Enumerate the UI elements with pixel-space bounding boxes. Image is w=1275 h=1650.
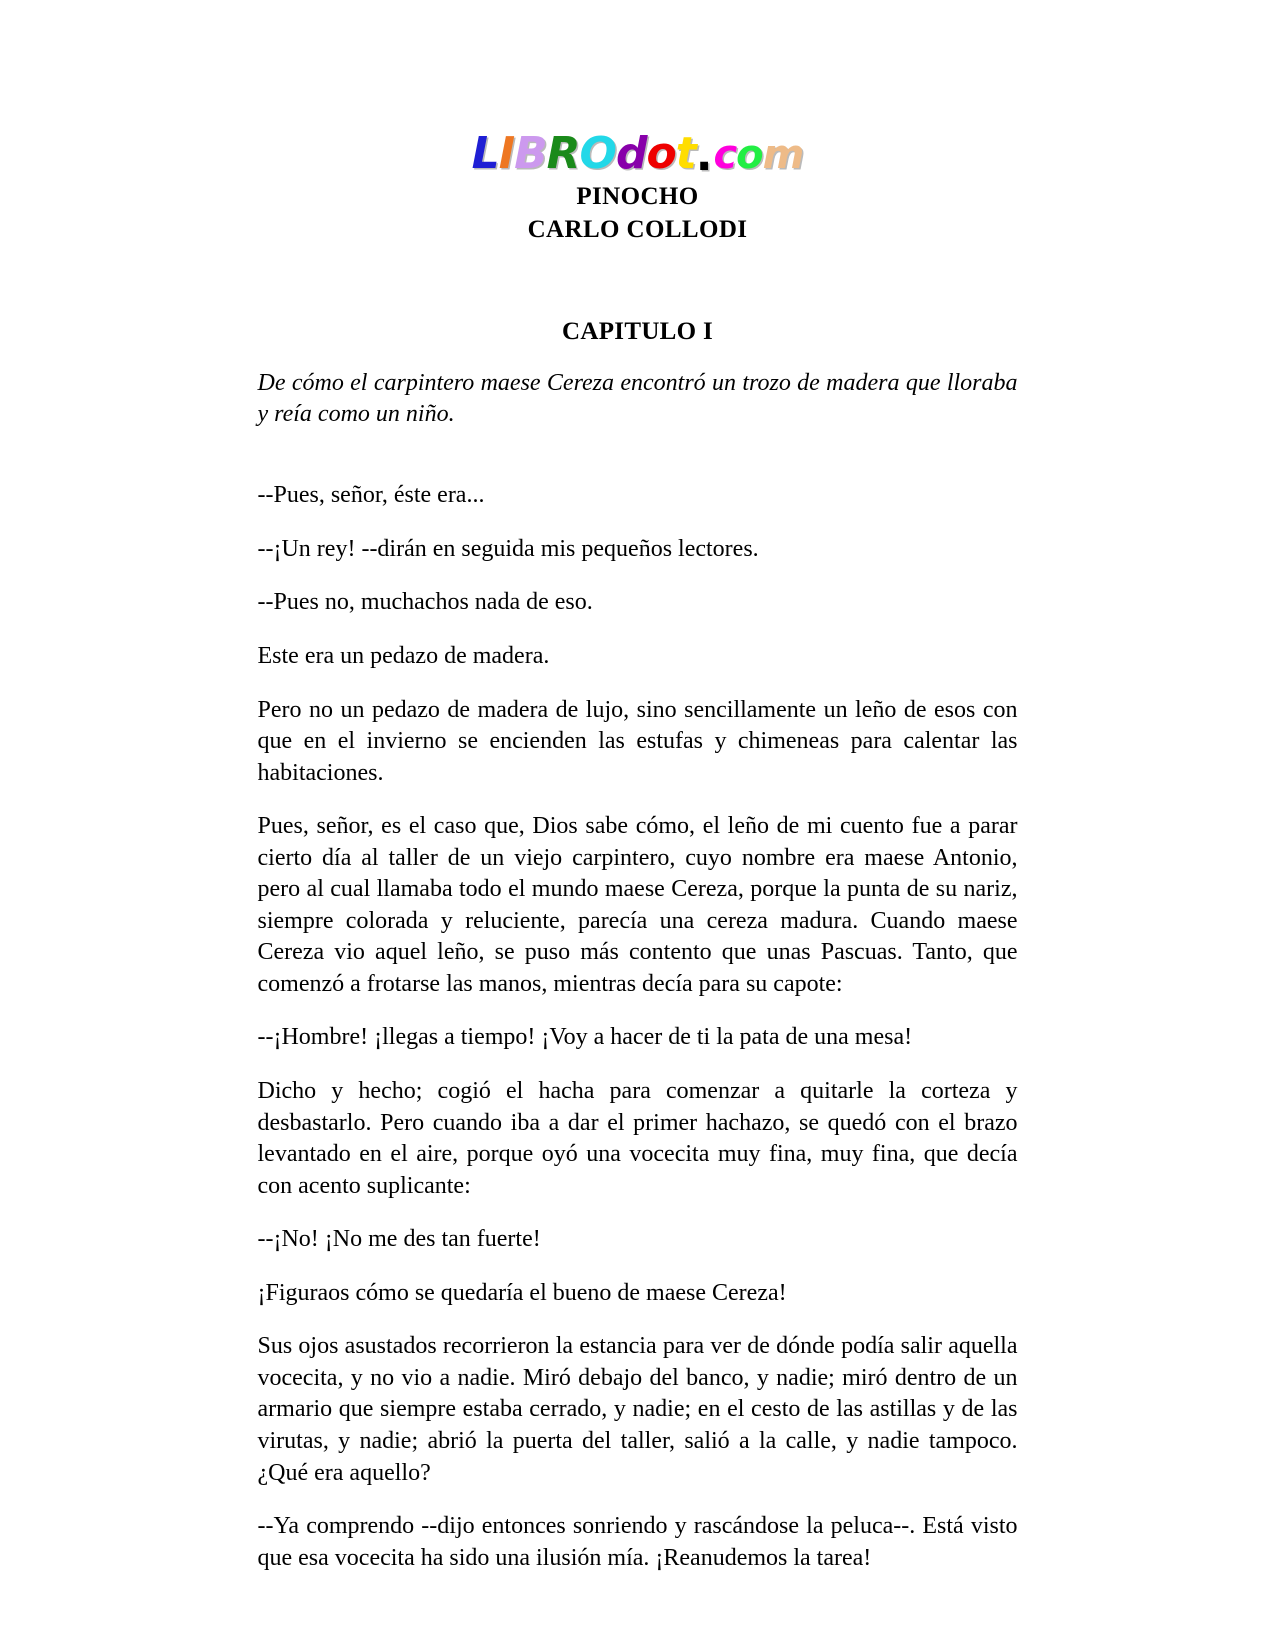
- librodot-logo[interactable]: [471, 128, 804, 181]
- paragraph: --Pues no, muchachos nada de eso.: [257, 589, 593, 616]
- logo-letter-9: c: [713, 132, 737, 178]
- paragraph: --¡Un rey! --dirán en seguida mis pequeños lectores.: [257, 535, 759, 562]
- paragraph: Pues, señor, es el caso que, Dios sabe cómo, el leño de mi cuento fue a parar cierto día al taller de un viejo carpintero, cuyo nombre era maese Antonio, pero al cual llamaba todo el mundo maese Cereza, porque la punta de su nariz, siempre colorada y reluciente, parecía una cereza madura. Cuando maese Cereza vio aquel leño, se puso más contento que unas Pascuas. Tanto, que comenzó a frotarse las manos, mientras decía para su capote:: [257, 813, 1018, 997]
- logo-letter-3: R: [546, 128, 580, 179]
- book-title: PINOCHO: [576, 183, 699, 210]
- logo-letter-4: O: [579, 128, 616, 179]
- logo-letter-1: I: [498, 128, 515, 179]
- paragraph: --¡No! ¡No me des tan fuerte!: [257, 1226, 541, 1253]
- logo-letter-11: m: [762, 132, 804, 178]
- paragraph: Sus ojos asustados recorrieron la estancia para ver de dónde podía salir aquella vocecita, y no vio a nadie. Miró debajo del banco, y nadie; miró dentro de un armario que siempre estaba cerrado, y nadie; en el cesto de las astillas y de las virutas, y nadie; abrió la puerta del taller, salió a la calle, y nadie tampoco. ¿Qué era aquello?: [257, 1333, 1018, 1486]
- logo-letter-5: d: [615, 128, 647, 179]
- paragraph: --Pues, señor, éste era...: [257, 482, 485, 509]
- book-author: CARLO COLLODI: [527, 216, 748, 243]
- chapter-subtitle: De cómo el carpintero maese Cereza encontró un trozo de madera que lloraba y reía como un niño.: [257, 370, 1018, 428]
- logo-container: [0, 0, 1275, 181]
- paragraph: --Ya comprendo --dijo entonces sonriendo y rascándose la peluca--. Está visto que esa vocecita ha sido una ilusión mía. ¡Reanudemos la tarea!: [257, 1513, 1018, 1571]
- chapter-heading: CAPITULO I: [562, 318, 713, 345]
- paragraph: --¡Hombre! ¡llegas a tiempo! ¡Voy a hacer de ti la pata de una mesa!: [257, 1024, 913, 1051]
- spacer: [258, 430, 1018, 480]
- paragraph: ¡Figuraos cómo se quedaría el bueno de maese Cereza!: [257, 1279, 787, 1306]
- logo-letter-0: L: [471, 128, 499, 179]
- logo-letter-6: o: [646, 128, 676, 179]
- logo-letter-7: t: [675, 128, 696, 179]
- paragraph: Dicho y hecho; cogió el hacha para comenzar a quitarle la corteza y desbastarlo. Pero cuando iba a dar el primer hachazo, se quedó con el brazo levantado en el aire, porque oyó una vocecita muy fina, muy fina, que decía con acento suplicante:: [257, 1078, 1018, 1199]
- paragraph: Este era un pedazo de madera.: [257, 643, 550, 670]
- logo-letter-2: B: [514, 128, 547, 179]
- document-content: [258, 368, 1018, 1574]
- body-paragraphs: [258, 480, 1018, 1574]
- logo-letter-8: .: [695, 130, 714, 181]
- paragraph: Pero no un pedazo de madera de lujo, sino sencillamente un leño de esos con que en el invierno se encienden las estufas y chimeneas para calentar las habitaciones.: [257, 696, 1018, 786]
- logo-letter-10: o: [736, 132, 763, 178]
- title-block: [0, 180, 1275, 246]
